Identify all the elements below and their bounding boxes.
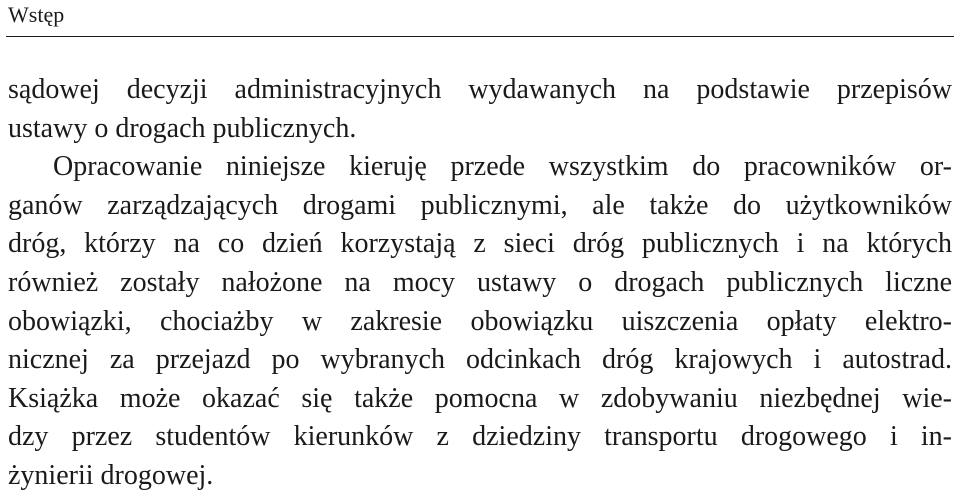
header-rule <box>6 36 954 37</box>
text-line: nicznej za przejazd po wybranych odcinkach dróg krajowych i autostrad. <box>8 344 952 376</box>
paragraph-audience <box>8 148 952 495</box>
text-line: dzy przez studentów kierunków z dziedziny transportu drogowego i in- <box>8 421 952 453</box>
text-line: również zostały nałożone na mocy ustawy o drogach publicznych liczne <box>8 266 952 298</box>
text-line: Książka może okazać się także pomocna w zdobywaniu niezbędnej wie- <box>8 382 952 414</box>
text-line: obowiązki, chociażby w zakresie obowiązku uiszczenia opłaty elektro- <box>8 305 952 337</box>
running-head-title: Wstęp <box>8 2 65 27</box>
text-line: Opracowanie niniejsze kieruję przede wszystkim do pracowników or- <box>53 151 952 183</box>
paragraph-continuation <box>8 71 952 148</box>
text-line: dróg, którzy na co dzień korzystają z sieci dróg publicznych i na których <box>8 228 952 260</box>
text-line: ganów zarządzających drogami publicznymi, ale także do użytkowników <box>8 189 952 221</box>
text-line: ustawy o drogach publicznych. <box>8 112 357 144</box>
text-line: żynierii drogowej. <box>8 459 214 491</box>
text-line: sądowej decyzji administracyjnych wydawanych na podstawie przepisów <box>8 74 952 105</box>
page-body <box>8 71 952 496</box>
